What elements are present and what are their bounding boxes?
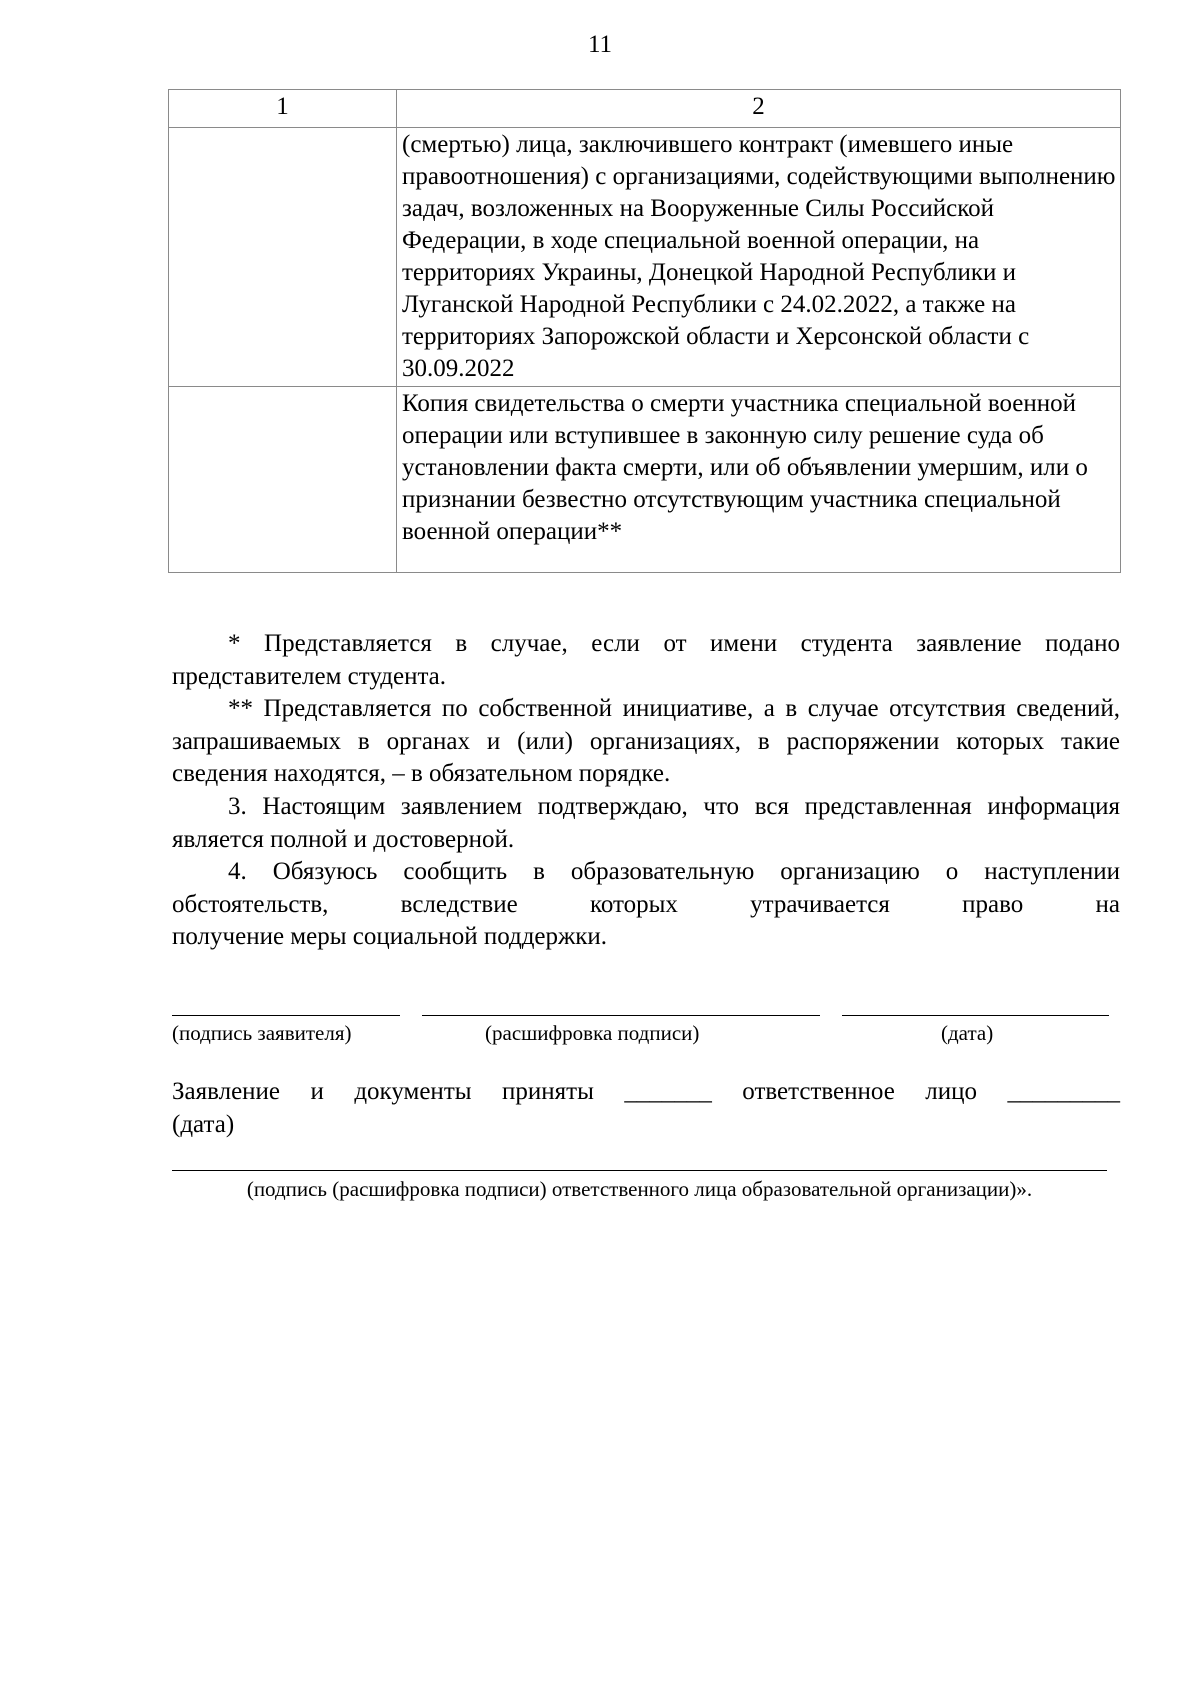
item-4-obligation-continued: получение меры социальной поддержки.: [172, 923, 608, 951]
footnote-double-asterisk: ** Представляется по собственной инициативе, а в случае отсутствия сведений, запрашиваемых в органах и (или) организациях, в распоряжении которых такие сведения находятся, – в обязательном порядке.: [172, 695, 1120, 788]
column-2-header: 2: [397, 90, 1121, 128]
item-4-obligation: 4. Обязуюсь сообщить в образовательную организацию о наступлении обстоятельств, вследствие которых утрачивается право на: [172, 858, 1120, 918]
documents-table: [168, 89, 1121, 573]
acceptance-block: [172, 1075, 1120, 1141]
responsible-signature-caption: (подпись (расшифровка подписи) ответственного лица образовательной организации)».: [246, 1177, 1033, 1201]
footnote-single-asterisk: * Представляется в случае, если от имени студента заявление подано представителем студента.: [172, 630, 1120, 690]
acceptance-date-label: (дата): [172, 1111, 235, 1138]
table-cell-document: (смертью) лица, заключившего контракт (имевшего иные правоотношения) с организациями, содействующими выполнению задач, возложенных на Вооруженные Силы Российской Федерации, в ходе специальной военной операции, на территориях Украины, Донецкой Народной Республики и Луганской Народной Республики с 24.02.2022, а также на территориях Запорожской области и Херсонской области с 30.09.2022: [397, 128, 1121, 387]
table-row: [169, 128, 1121, 387]
table-cell-number: [169, 128, 397, 387]
item-3-confirmation: 3. Настоящим заявлением подтверждаю, что вся представленная информация является полной и достоверной.: [172, 792, 1120, 853]
notes-section: [172, 628, 1120, 954]
table-header-row: [169, 90, 1121, 128]
table-cell-number: [169, 387, 397, 573]
date-label: (дата): [941, 1021, 994, 1045]
table-row: [169, 387, 1121, 573]
table-cell-document: Копия свидетельства о смерти участника специальной военной операции или вступившее в законную силу решение суда об установлении факта смерти, или об объявлении умершим, или о признании безвестно отсутствующим участника специальной военной операции**: [397, 387, 1121, 573]
applicant-signature-label: (подпись заявителя): [172, 1021, 352, 1045]
responsible-signature-line: [172, 1170, 1107, 1171]
applicant-signature-line: [172, 1015, 400, 1016]
signature-transcript-line: [422, 1015, 820, 1016]
page-number: 11: [587, 31, 613, 58]
column-1-header: 1: [169, 90, 397, 128]
date-line: [842, 1015, 1109, 1016]
signature-transcript-label: (расшифровка подписи): [485, 1021, 700, 1045]
acceptance-line: Заявление и документы приняты _______ ответственное лицо _________: [172, 1078, 1120, 1105]
